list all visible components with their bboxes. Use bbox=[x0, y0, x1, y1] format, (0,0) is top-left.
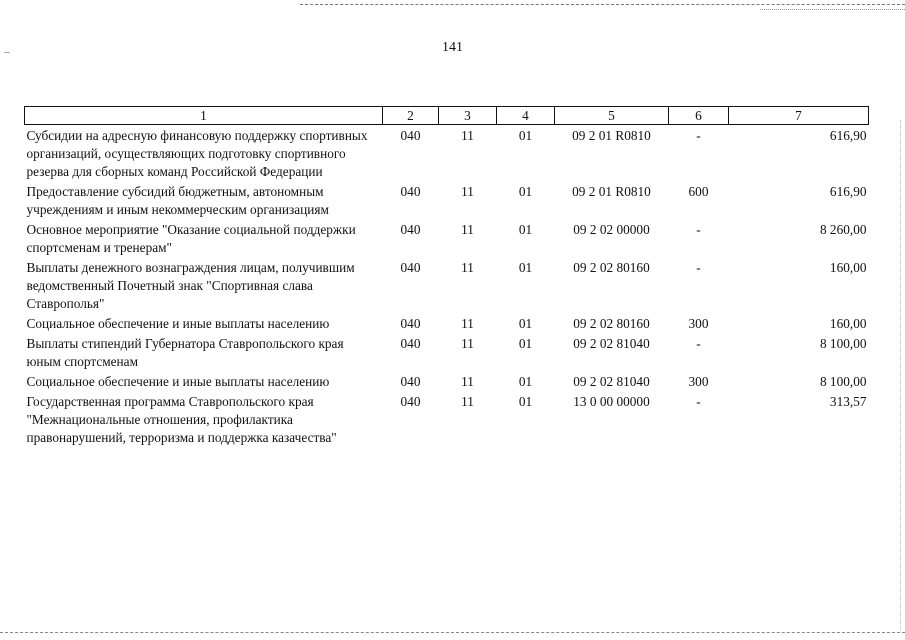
scan-artifact-line bbox=[760, 9, 905, 10]
row-ministry: 040 bbox=[400, 336, 421, 351]
row-section: 11 bbox=[461, 184, 474, 199]
row-expense-type: 300 bbox=[688, 374, 709, 389]
row-target: 09 2 01 R0810 bbox=[572, 184, 651, 199]
row-ministry: 040 bbox=[400, 222, 421, 237]
page-number: 141 bbox=[442, 40, 463, 55]
row-name: Социальное обеспечение и иные выплаты населению bbox=[26, 316, 330, 331]
row-expense-type: 600 bbox=[688, 184, 709, 199]
row-amount: 616,90 bbox=[829, 128, 867, 143]
scan-artifact-line bbox=[300, 4, 905, 5]
row-target: 09 2 02 81040 bbox=[573, 336, 650, 351]
column-header-ministry: 2 bbox=[383, 107, 439, 125]
row-section: 11 bbox=[461, 222, 474, 237]
row-subsection: 01 bbox=[518, 222, 533, 237]
row-expense-type: - bbox=[696, 260, 701, 275]
column-header-target: 5 bbox=[555, 107, 669, 125]
row-amount: 160,00 bbox=[829, 260, 867, 275]
row-name: Субсидии на адресную финансовую поддержку спортивных организаций, осуществляющих подготовку спортивного резерва для сборных команд Российской Федерации bbox=[26, 128, 368, 179]
row-expense-type: - bbox=[696, 394, 701, 409]
row-name: Социальное обеспечение и иные выплаты населению bbox=[26, 374, 330, 389]
column-header-section: 3 bbox=[439, 107, 497, 125]
column-header-expense-type: 6 bbox=[669, 107, 729, 125]
row-target: 09 2 02 80160 bbox=[573, 316, 650, 331]
row-section: 11 bbox=[461, 128, 474, 143]
row-ministry: 040 bbox=[400, 316, 421, 331]
row-name: Выплаты стипендий Губернатора Ставропольского края юным спортсменам bbox=[26, 336, 344, 369]
row-name: Предоставление субсидий бюджетным, автономным учреждениям и иным некоммерческим организациям bbox=[26, 184, 329, 217]
row-name: Основное мероприятие "Оказание социальной поддержки спортсменам и тренерам" bbox=[26, 222, 356, 255]
row-ministry: 040 bbox=[400, 184, 421, 199]
table-row bbox=[25, 333, 869, 371]
row-section: 11 bbox=[461, 316, 474, 331]
table-row bbox=[25, 371, 869, 391]
row-target: 09 2 02 00000 bbox=[573, 222, 650, 237]
row-section: 11 bbox=[461, 394, 474, 409]
table-row bbox=[25, 219, 869, 257]
row-ministry: 040 bbox=[400, 260, 421, 275]
row-section: 11 bbox=[461, 336, 474, 351]
row-subsection: 01 bbox=[518, 128, 533, 143]
row-subsection: 01 bbox=[518, 316, 533, 331]
row-target: 13 0 00 00000 bbox=[573, 394, 650, 409]
column-header-amount: 7 bbox=[729, 107, 869, 125]
row-ministry: 040 bbox=[400, 394, 421, 409]
column-header-subsection: 4 bbox=[497, 107, 555, 125]
row-section: 11 bbox=[461, 260, 474, 275]
row-target: 09 2 02 81040 bbox=[573, 374, 650, 389]
row-subsection: 01 bbox=[518, 394, 533, 409]
scan-artifact-line bbox=[0, 632, 905, 633]
table-row bbox=[25, 257, 869, 313]
row-target: 09 2 02 80160 bbox=[573, 260, 650, 275]
row-subsection: 01 bbox=[518, 336, 533, 351]
scan-artifact-line bbox=[900, 120, 901, 630]
row-subsection: 01 bbox=[518, 260, 533, 275]
row-target: 09 2 01 R0810 bbox=[572, 128, 651, 143]
row-subsection: 01 bbox=[518, 374, 533, 389]
column-header-name: 1 bbox=[25, 107, 383, 125]
row-subsection: 01 bbox=[518, 184, 533, 199]
row-amount: 8 100,00 bbox=[819, 336, 867, 351]
table-header-row bbox=[25, 107, 869, 125]
row-ministry: 040 bbox=[400, 374, 421, 389]
row-ministry: 040 bbox=[400, 128, 421, 143]
table-row bbox=[25, 391, 869, 447]
row-expense-type: - bbox=[696, 222, 701, 237]
row-expense-type: 300 bbox=[688, 316, 709, 331]
row-name: Выплаты денежного вознаграждения лицам, получившим ведомственный Почетный знак "Спортивная слава Ставрополья" bbox=[26, 260, 355, 311]
row-amount: 160,00 bbox=[829, 316, 867, 331]
row-amount: 8 260,00 bbox=[819, 222, 867, 237]
table-row bbox=[25, 313, 869, 333]
budget-table bbox=[24, 106, 869, 447]
table-row bbox=[25, 181, 869, 219]
row-expense-type: - bbox=[696, 336, 701, 351]
table-row bbox=[25, 125, 869, 182]
row-amount: 313,57 bbox=[829, 394, 867, 409]
row-expense-type: - bbox=[696, 128, 701, 143]
row-name: Государственная программа Ставропольского края "Межнациональные отношения, профилактика правонарушений, терроризма и поддержка казачества" bbox=[26, 394, 337, 445]
row-amount: 616,90 bbox=[829, 184, 867, 199]
row-amount: 8 100,00 bbox=[819, 374, 867, 389]
row-section: 11 bbox=[461, 374, 474, 389]
